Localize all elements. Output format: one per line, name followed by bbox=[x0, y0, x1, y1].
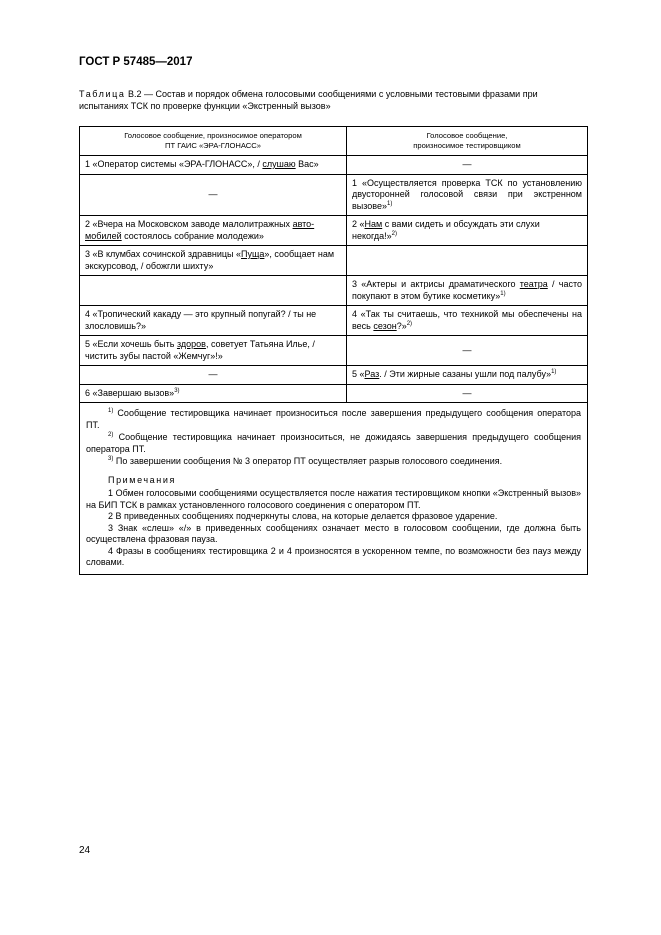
header-line: ПТ ГАИС «ЭРА-ГЛОНАСС» bbox=[165, 141, 261, 150]
table-row bbox=[80, 306, 588, 336]
table-header-row bbox=[80, 127, 588, 156]
text-part: 2 « bbox=[352, 219, 365, 229]
text-part: 5 «Если хочешь быть bbox=[85, 339, 177, 349]
footnote-ref: 2) bbox=[406, 320, 413, 327]
stressed-word: сезон bbox=[373, 320, 397, 331]
tester-message bbox=[347, 174, 588, 216]
note-item: 1 Обмен голосовыми сообщениями осуществляется после нажатия тестировщиком кнопки «Экстренный вызов» на БИП ТСК в рамках установленного голосового соединения с оператором ПТ. bbox=[86, 488, 581, 510]
footnote bbox=[86, 408, 581, 431]
footnote-text: Сообщение тестировщика начинает произноситься, не дожидаясь завершения предыдущего сообщения оператора ПТ. bbox=[86, 432, 581, 454]
empty-cell bbox=[347, 246, 588, 276]
footnote-ref: 3) bbox=[174, 387, 180, 394]
stressed-word: мобилей bbox=[85, 230, 122, 241]
empty-dash: — bbox=[80, 366, 347, 385]
empty-dash: — bbox=[80, 174, 347, 216]
header-line: Голосовое сообщение, произносимое оператором bbox=[124, 131, 302, 140]
table-row bbox=[80, 174, 588, 216]
stressed-word: Пуща bbox=[241, 249, 265, 259]
table-row bbox=[80, 336, 588, 366]
page-number: 24 bbox=[79, 845, 91, 856]
stressed-word: Нам bbox=[364, 219, 383, 229]
footnote-text: По завершении сообщения № 3 оператор ПТ осуществляет разрыв голосового соединения. bbox=[113, 456, 503, 466]
footnote-mark: 1) bbox=[108, 408, 114, 414]
footnote bbox=[86, 456, 581, 468]
header-line: Голосовое сообщение, bbox=[426, 131, 508, 140]
operator-message bbox=[80, 336, 347, 366]
table-row bbox=[80, 246, 588, 276]
table-caption-text: В.2 — Состав и порядок обмена голосовыми сообщениями с условными тестовыми фразами при испытаниях ТСК по проверке функции «Экстренный вызов» bbox=[79, 89, 538, 111]
text-part: , советует Татьяна Илье, / чистить зубы пастой «Жемчуг»!» bbox=[85, 339, 315, 361]
header-line: произносимое тестировщиком bbox=[413, 141, 521, 150]
notes-title: Примечания bbox=[108, 474, 176, 485]
table-row bbox=[80, 216, 588, 246]
operator-message bbox=[80, 384, 347, 403]
text-part: с вами сидеть и обсуждать эти слухи некогда!» bbox=[352, 219, 540, 241]
tester-column-header bbox=[347, 127, 588, 156]
text-part: 1 «Оператор системы «ЭРА-ГЛОНАСС», / bbox=[85, 159, 263, 169]
stressed-word: театра bbox=[519, 279, 548, 289]
footnote-mark: 2) bbox=[108, 432, 114, 438]
tester-message bbox=[347, 216, 588, 246]
operator-message bbox=[80, 216, 347, 246]
tester-message bbox=[347, 366, 588, 385]
footnote-text: Сообщение тестировщика начинает произноситься после завершения предыдущего сообщения оператора ПТ. bbox=[86, 408, 581, 430]
footnote-ref: 1) bbox=[500, 290, 506, 297]
note-item: 4 Фразы в сообщениях тестировщика 2 и 4 произносятся в ускоренном темпе, по возможности без пауз между словами. bbox=[86, 545, 581, 567]
text-part: 3 «В клумбах сочинской здравницы « bbox=[85, 249, 242, 259]
empty-dash: — bbox=[347, 156, 588, 175]
text-part: / часто покупают в этом бутике косметику» bbox=[352, 279, 582, 301]
stressed-word: здоров bbox=[176, 339, 206, 349]
empty-dash: — bbox=[347, 336, 588, 366]
table-caption bbox=[79, 88, 587, 112]
empty-cell bbox=[80, 276, 347, 306]
operator-message bbox=[80, 246, 347, 276]
footnote-mark: 3) bbox=[108, 456, 114, 462]
table-row bbox=[80, 366, 588, 385]
table-row bbox=[80, 156, 588, 175]
text-part: 5 « bbox=[352, 369, 365, 379]
document-code: ГОСТ Р 57485—2017 bbox=[79, 56, 193, 68]
text-part: 6 «Завершаю вызов» bbox=[85, 387, 175, 398]
notes-row bbox=[80, 403, 588, 575]
messages-table bbox=[79, 126, 588, 575]
footnote-ref: 1) bbox=[386, 200, 393, 207]
operator-column-header bbox=[80, 127, 347, 156]
stressed-word: Раз bbox=[364, 369, 380, 379]
footnote-ref: 1) bbox=[551, 369, 557, 375]
stressed-word: авто- bbox=[292, 219, 315, 229]
note-item: 2 В приведенных сообщениях подчеркнуты слова, на которые делается фразовое ударение. bbox=[108, 511, 498, 521]
text-part: Вас» bbox=[295, 159, 319, 169]
empty-dash: — bbox=[347, 384, 588, 403]
footnote bbox=[86, 432, 581, 455]
table-caption-label: Таблица bbox=[79, 89, 126, 99]
note-item: 3 Знак «слеш» «/» в приведенных сообщениях означает место в голосовом сообщении, где должна быть осуществлена фразовая пауза. bbox=[86, 522, 581, 544]
text-part: состоялось собрание молодежи» bbox=[121, 230, 264, 241]
operator-message bbox=[80, 156, 347, 175]
table-row bbox=[80, 276, 588, 306]
stressed-word: слушаю bbox=[262, 159, 296, 169]
text-part: . / Эти жирные сазаны ушли под палубу» bbox=[379, 369, 552, 379]
tester-message bbox=[347, 306, 588, 336]
text-part: 2 «Вчера на Московском заводе малолитражных bbox=[85, 219, 293, 229]
text-part: 4 «Так ты считаешь, что техникой мы обеспечены на весь bbox=[352, 309, 582, 331]
footnote-ref: 2) bbox=[391, 230, 398, 237]
text-part: ?» bbox=[396, 320, 407, 331]
text-part: 1 «Осуществляется проверка ТСК по установлению двусторонней голосовой связи при экстренном вызове» bbox=[352, 177, 582, 211]
footnotes-and-notes bbox=[80, 403, 588, 575]
operator-message: 4 «Тропический какаду — это крупный попугай? / ты не злословишь?» bbox=[80, 306, 347, 336]
text-part: », сообщает нам экскурсовод, / обожгли шихту» bbox=[85, 249, 335, 271]
table-row bbox=[80, 384, 588, 403]
text-part: 3 «Актеры и актрисы драматического bbox=[352, 279, 520, 289]
tester-message bbox=[347, 276, 588, 306]
